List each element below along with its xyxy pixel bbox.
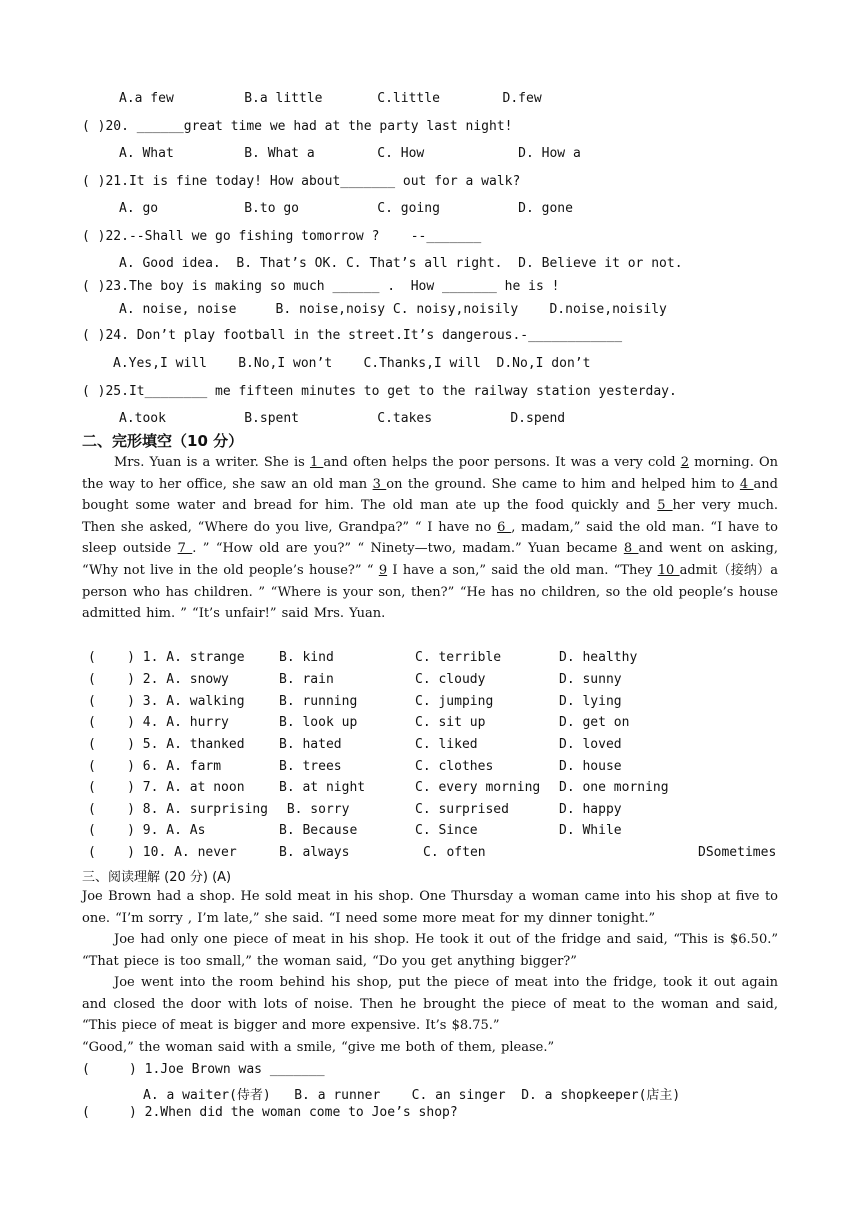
cloze-heading: 二、完形填空（10 分） — [82, 432, 244, 450]
cloze-q10-b: B. always — [279, 845, 350, 860]
q19-options: A.a few B.a little C.little D.few — [119, 91, 542, 106]
cloze-q6-c: C. clothes — [415, 759, 494, 774]
cloze-q2-d: D. sunny — [559, 672, 622, 687]
cloze-q6-b: B. trees — [279, 759, 342, 774]
cloze-q5-b: B. hated — [279, 737, 342, 752]
cloze-q4-c: C. sit up — [415, 715, 486, 730]
blank-10: 10 — [657, 562, 680, 578]
cloze-q5-c: C. liked — [415, 737, 478, 752]
cloze-q5-d: D. loved — [559, 737, 622, 752]
q21-options: A. go B.to go C. going D. gone — [119, 201, 573, 216]
cloze-q4-b: B. look up — [279, 715, 358, 730]
cloze-q9-b: B. Because — [279, 823, 358, 838]
q20-options: A. What B. What a C. How D. How a — [119, 146, 581, 161]
cloze-q8-a: ( ) 8. A. surprising — [88, 802, 269, 817]
cloze-q7-a: ( ) 7. A. at noon — [88, 780, 245, 795]
cloze-q1-c: C. terrible — [415, 650, 502, 665]
cloze-q5-a: ( ) 5. A. thanked — [88, 737, 245, 752]
cloze-q4-a: ( ) 4. A. hurry — [88, 715, 229, 730]
q22-question: ( )22.--Shall we go fishing tomorrow ? --_______ — [82, 229, 482, 244]
reading-paragraph-1: Joe Brown had a shop. He sold meat in his shop. One Thursday a woman came into his shop at five to one. “I’m sorry , I’m late,” she said. “I need some more meat for my dinner tonight.” — [82, 889, 778, 926]
q25-options: A.took B.spent C.takes D.spend — [119, 411, 566, 426]
reading-paragraph-3: Joe went into the room behind his shop, put the piece of meat into the fridge, took it out again and closed the door with lots of noise. Then he brought the piece of meat to the woman and said, “This piece of meat is bigger and more expensive. It’s $8.75.” — [82, 975, 778, 1034]
cloze-q10-d: DSometimes — [698, 845, 777, 860]
blank-2: 2 — [680, 455, 689, 470]
cloze-q7-d: D. one morning — [559, 780, 669, 795]
reading-heading: 三、阅读理解 (20 分) (A) — [82, 870, 232, 885]
cloze-q6-d: D. house — [559, 759, 622, 774]
cloze-q1-a: ( ) 1. A. strange — [88, 650, 245, 665]
blank-9: 9 — [378, 562, 388, 578]
reading-paragraph-4: “Good,” the woman said with a smile, “give me both of them, please.” — [82, 1040, 555, 1055]
cloze-q10-c: C. often — [423, 845, 486, 860]
cloze-q1-b: B. kind — [279, 650, 334, 665]
q21-question: ( )21.It is fine today! How about_______ out for a walk? — [82, 174, 521, 189]
reading-q1: ( ) 1.Joe Brown was _______ — [82, 1062, 325, 1077]
cloze-q8-c: C. surprised — [415, 802, 509, 817]
cloze-q2-c: C. cloudy — [415, 672, 486, 687]
blank-4: 4 — [739, 476, 754, 492]
cloze-q2-b: B. rain — [279, 672, 334, 687]
cloze-q3-d: D. lying — [559, 694, 622, 709]
q20-question: ( )20. ______great time we had at the party last night! — [82, 119, 513, 134]
q22-options: A. Good idea. B. That’s OK. C. That’s all right. D. Believe it or not. — [119, 256, 683, 271]
blank-5: 5 — [657, 498, 673, 514]
blank-1: 1 — [309, 455, 324, 470]
cloze-q7-c: C. every morning — [415, 780, 541, 795]
cloze-q3-a: ( ) 3. A. walking — [88, 694, 245, 709]
cloze-q3-b: B. running — [279, 694, 358, 709]
cloze-q3-c: C. jumping — [415, 694, 494, 709]
cloze-q8-b: B. sorry — [279, 802, 350, 817]
cloze-q8-d: D. happy — [559, 802, 622, 817]
blank-7: 7 — [177, 541, 193, 557]
q23-options: A. noise, noise B. noise,noisy C. noisy,noisily D.noise,noisily — [119, 302, 667, 317]
reading-paragraph-2: Joe had only one piece of meat in his shop. He took it out of the fridge and said, “This is $6.50.” “That piece is too small,” the woman said, “Do you get anything bigger?” — [82, 932, 778, 969]
cloze-passage: Mrs. Yuan is a writer. She is 1 and often helps the poor persons. It was a very cold 2 morning. On the way to her office, she saw an old man 3 on the ground. She came to him and helped him to 4 and bought some water and bread for him. The old man ate up the food quickly and 5 her very much. Then she asked, “Where do you live, Grandpa?” “ I have no 6 , madam,” said the old man. “I have to sleep outside 7 . ” “How old are you?” “ Ninety—two, madam.” Yuan became 8 and went on asking, “Why not live in the old people’s house?” “ 9 I have a son,” said the old man. “They 10 admit（接纳）a person who has children. ” “Where is your son, then?” “He has no children, so the old people’s house admitted him. ” “It’s unfair!” said Mrs. Yuan. — [82, 455, 779, 622]
cloze-q9-d: D. While — [559, 823, 622, 838]
cloze-q7-b: B. at night — [279, 780, 366, 795]
reading-q1-options: A. a waiter(侍者) B. a runner C. an singer D. a shopkeeper(店主) — [143, 1088, 681, 1103]
reading-q2: ( ) 2.When did the woman come to Joe’s shop? — [82, 1105, 458, 1120]
q24-options: A.Yes,I will B.No,I won’t C.Thanks,I will D.No,I don’t — [113, 356, 591, 371]
cloze-q4-d: D. get on — [559, 715, 630, 730]
blank-8: 8 — [623, 541, 639, 557]
blank-6: 6 — [497, 519, 512, 535]
cloze-q10-a: ( ) 10. A. never — [88, 845, 237, 860]
cloze-q1-d: D. healthy — [559, 650, 638, 665]
cloze-q9-a: ( ) 9. A. As — [88, 823, 206, 838]
q25-question: ( )25.It________ me fifteen minutes to get to the railway station yesterday. — [82, 384, 677, 399]
q24-question: ( )24. Don’t play football in the street.It’s dangerous.-____________ — [82, 328, 623, 343]
blank-3: 3 — [372, 476, 387, 492]
cloze-q2-a: ( ) 2. A. snowy — [88, 672, 229, 687]
cloze-q9-c: C. Since — [415, 823, 478, 838]
q23-question: ( )23.The boy is making so much ______ . How _______ he is ! — [82, 279, 560, 294]
cloze-q6-a: ( ) 6. A. farm — [88, 759, 222, 774]
